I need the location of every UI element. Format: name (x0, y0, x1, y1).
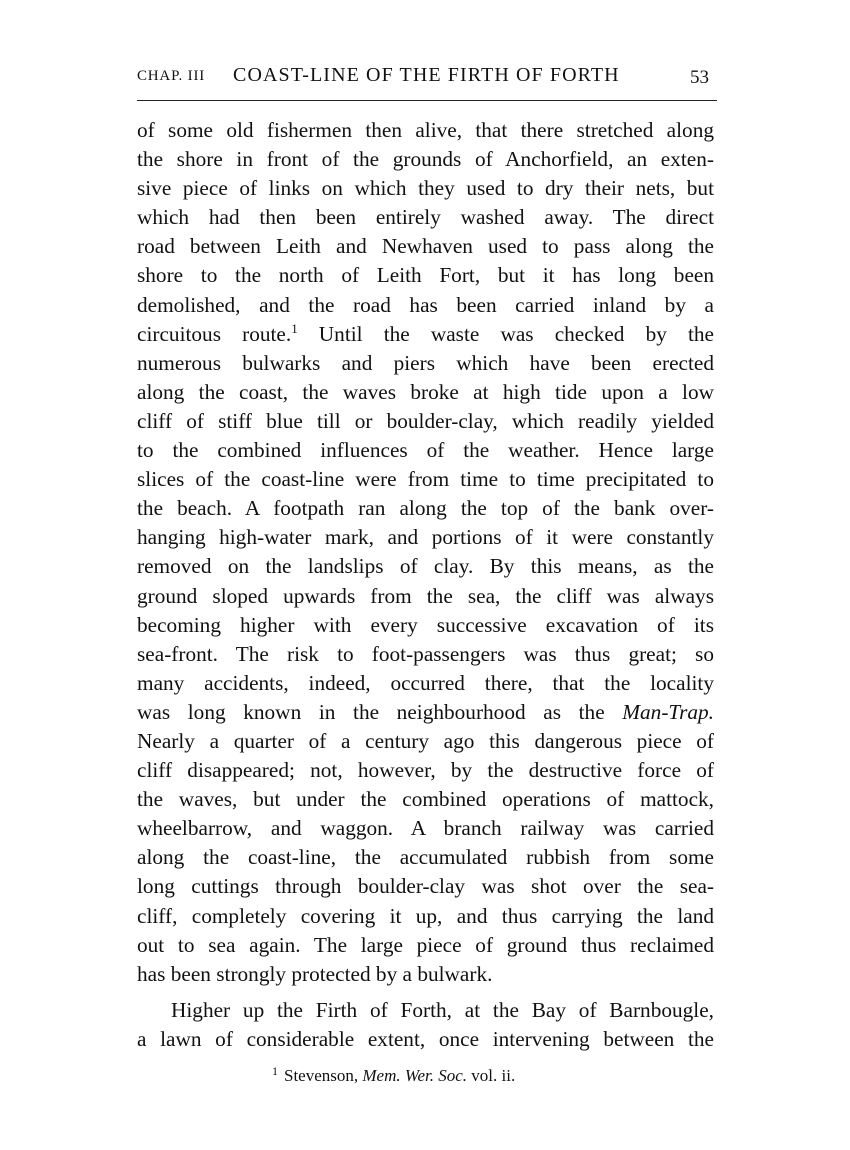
footnote-author: Stevenson, (284, 1066, 363, 1085)
text-line: the shore in front of the grounds of Anchorfield, an exten- (137, 147, 714, 172)
text-line: the waves, but under the combined operations of mattock, (137, 787, 714, 812)
text-line (137, 698, 714, 727)
text-line: cliff, completely covering it up, and thus carrying the land (137, 903, 714, 928)
footnote-work: Mem. Wer. Soc. (362, 1066, 468, 1085)
text-line (137, 320, 714, 349)
text-line: of some old fishermen then alive, that there stretched along (137, 118, 714, 142)
text-line: cliff of stiff blue till or boulder-clay, which readily yielded (137, 408, 714, 433)
text-line: a lawn of considerable extent, once intervening between the (137, 1026, 714, 1051)
footnote-mark: 1 (272, 1064, 278, 1078)
footnote (272, 1064, 515, 1086)
chapter-label: CHAP. III (137, 68, 206, 84)
italic-term: Man-Trap. (622, 699, 714, 724)
running-header (137, 62, 717, 92)
footnote-reference: 1 (291, 320, 298, 336)
text-line: demolished, and the road has been carried inland by a (137, 292, 714, 317)
text-line: Higher up the Firth of Forth, at the Bay of Barnbougle, (171, 997, 714, 1022)
running-title: COAST-LINE OF THE FIRTH OF FORTH (233, 64, 620, 86)
text-line: to the combined influences of the weather. Hence large (137, 438, 714, 463)
text-line: Nearly a quarter of a century ago this dangerous piece of (137, 728, 714, 753)
text-line: many accidents, indeed, occurred there, that the locality (137, 670, 714, 695)
text-line: slices of the coast-line were from time to time precipitated to (137, 467, 714, 492)
text-line: shore to the north of Leith Fort, but it has long been (137, 263, 714, 288)
text-line: out to sea again. The large piece of ground thus reclaimed (137, 932, 714, 957)
text-line: wheelbarrow, and waggon. A branch railway was carried (137, 816, 714, 841)
text-segment: was long known in the neighbourhood as the (137, 699, 623, 724)
text-line: has been strongly protected by a bulwark. (137, 961, 493, 986)
text-segment: circuitous route. (137, 321, 292, 346)
text-line: which had then been entirely washed away. The direct (137, 205, 714, 230)
text-line: numerous bulwarks and piers which have been erected (137, 350, 714, 375)
text-line: sive piece of links on which they used to dry their nets, but (137, 176, 714, 201)
footnote-volume: vol. ii. (467, 1066, 516, 1085)
text-line: becoming higher with every successive excavation of its (137, 612, 714, 637)
text-line: along the coast-line, the accumulated rubbish from some (137, 845, 714, 870)
text-segment: Until the waste was checked by the (297, 321, 714, 346)
text-line: hanging high-water mark, and portions of it were constantly (137, 525, 714, 550)
text-line: along the coast, the waves broke at high tide upon a low (137, 379, 714, 404)
page-number: 53 (690, 67, 709, 88)
text-line: the beach. A footpath ran along the top of the bank over- (137, 496, 714, 521)
text-line: road between Leith and Newhaven used to pass along the (137, 234, 714, 259)
text-line: removed on the landslips of clay. By this means, as the (137, 554, 714, 579)
text-line: long cuttings through boulder-clay was shot over the sea- (137, 874, 714, 899)
text-line: sea-front. The risk to foot-passengers was thus great; so (137, 641, 714, 666)
text-line: cliff disappeared; not, however, by the destructive force of (137, 758, 714, 783)
body-text (137, 116, 714, 1054)
header-rule (137, 100, 717, 101)
text-line: ground sloped upwards from the sea, the cliff was always (137, 583, 714, 608)
